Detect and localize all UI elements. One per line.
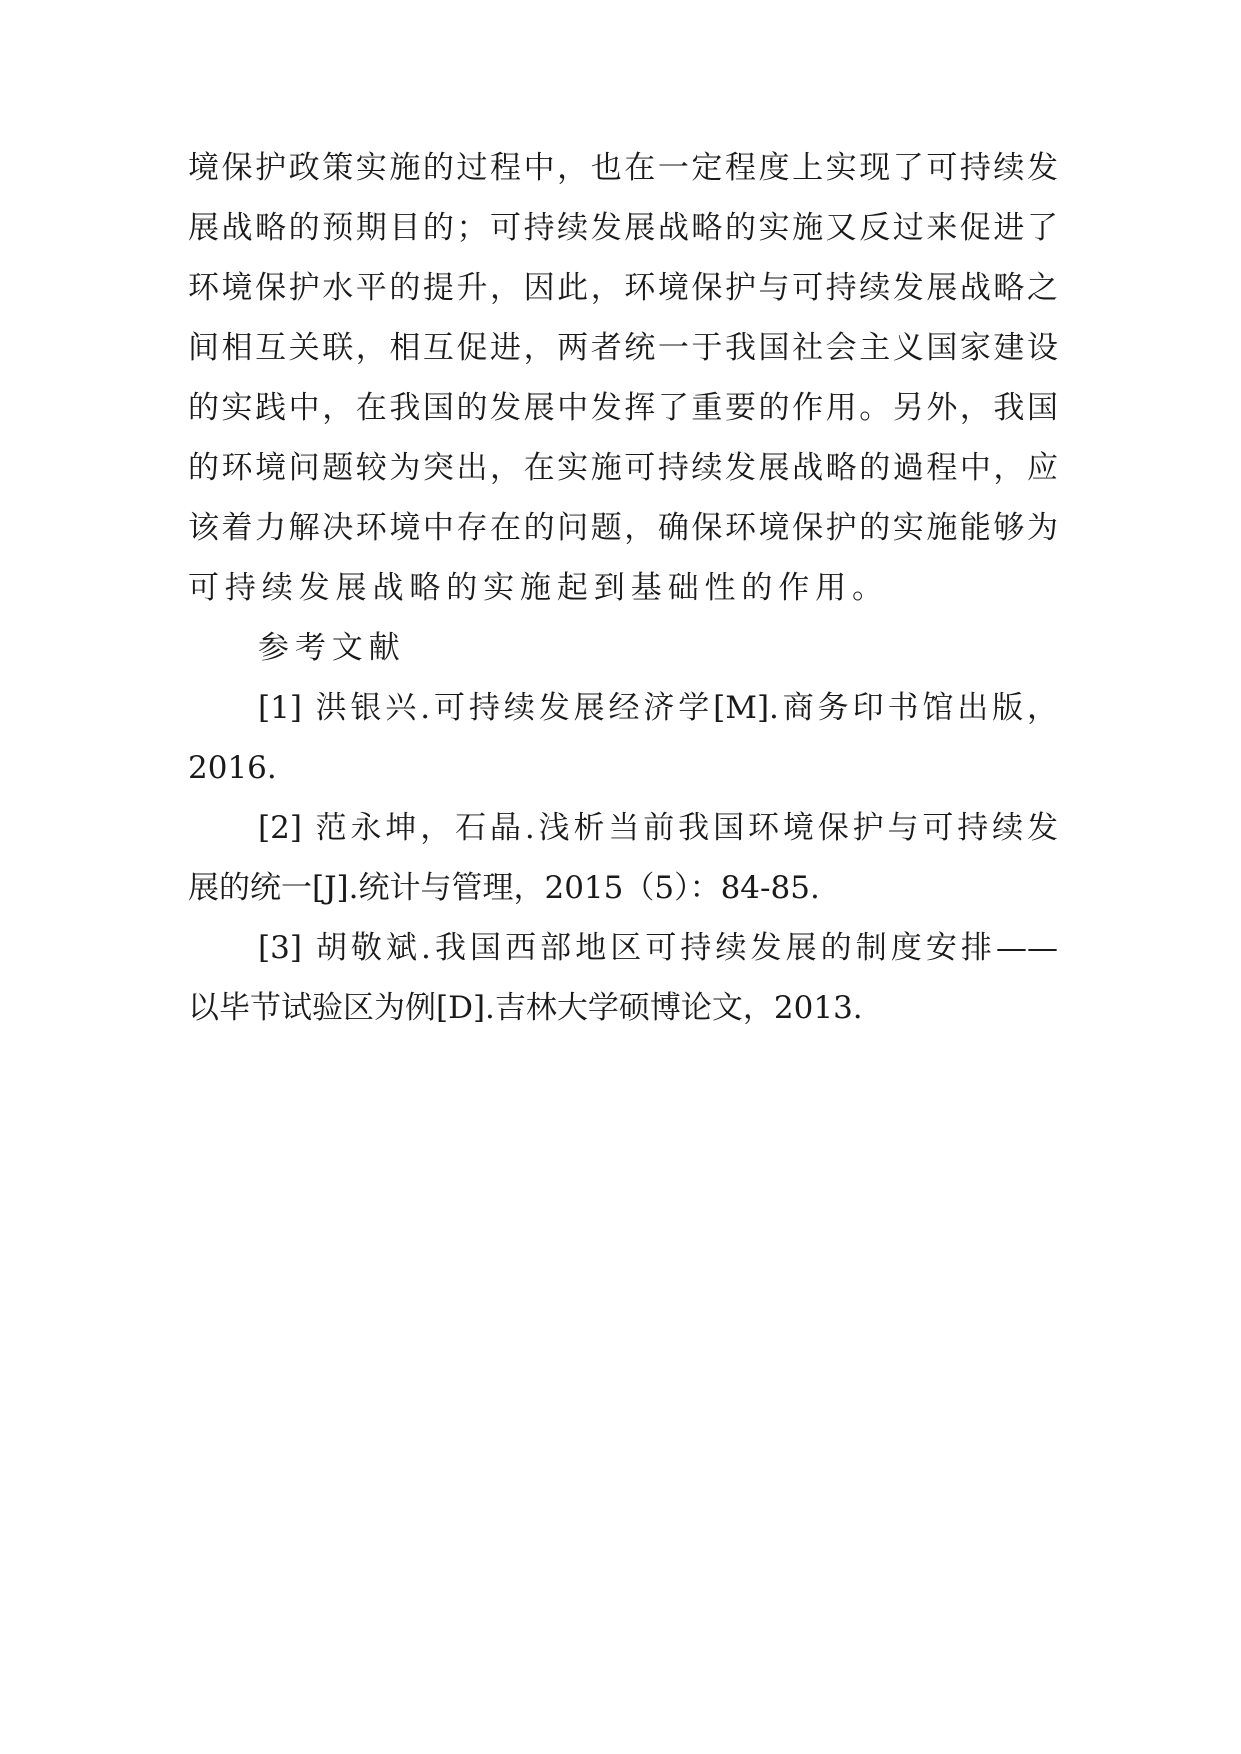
- body-text-line: 间相互关联，相互促进，两者统一于我国社会主义国家建设: [188, 330, 1058, 366]
- body-text-line: 可持续发展战略的实施起到基础性的作用。: [188, 570, 889, 606]
- reference-item-line: 展的统一[J].统计与管理，2015（5）：84-85.: [188, 870, 820, 906]
- body-text-line: 的实践中，在我国的发展中发挥了重要的作用。另外，我国: [188, 390, 1058, 426]
- body-text-line: 境保护政策实施的过程中，也在一定程度上实现了可持续发: [188, 150, 1058, 186]
- reference-item-line: 2016.: [188, 750, 277, 786]
- body-text-line: 该着力解决环境中存在的问题，确保环境保护的实施能够为: [188, 510, 1058, 546]
- reference-item-line: 以毕节试验区为例[D].吉林大学硕博论文，2013.: [188, 990, 863, 1026]
- reference-item-line: [1] 洪银兴.可持续发展经济学[M].商务印书馆出版，: [258, 690, 1058, 726]
- references-heading: 参考文献: [258, 630, 406, 666]
- body-text-line: 的环境问题较为突出，在实施可持续发展战略的過程中，应: [188, 450, 1058, 486]
- body-text-line: 环境保护水平的提升，因此，环境保护与可持续发展战略之: [188, 270, 1058, 306]
- reference-item-line: [2] 范永坤，石晶.浅析当前我国环境保护与可持续发: [258, 810, 1058, 846]
- body-text-line: 展战略的预期目的；可持续发展战略的实施又反过来促进了: [188, 210, 1058, 246]
- reference-item-line: [3] 胡敬斌.我国西部地区可持续发展的制度安排——: [258, 930, 1058, 966]
